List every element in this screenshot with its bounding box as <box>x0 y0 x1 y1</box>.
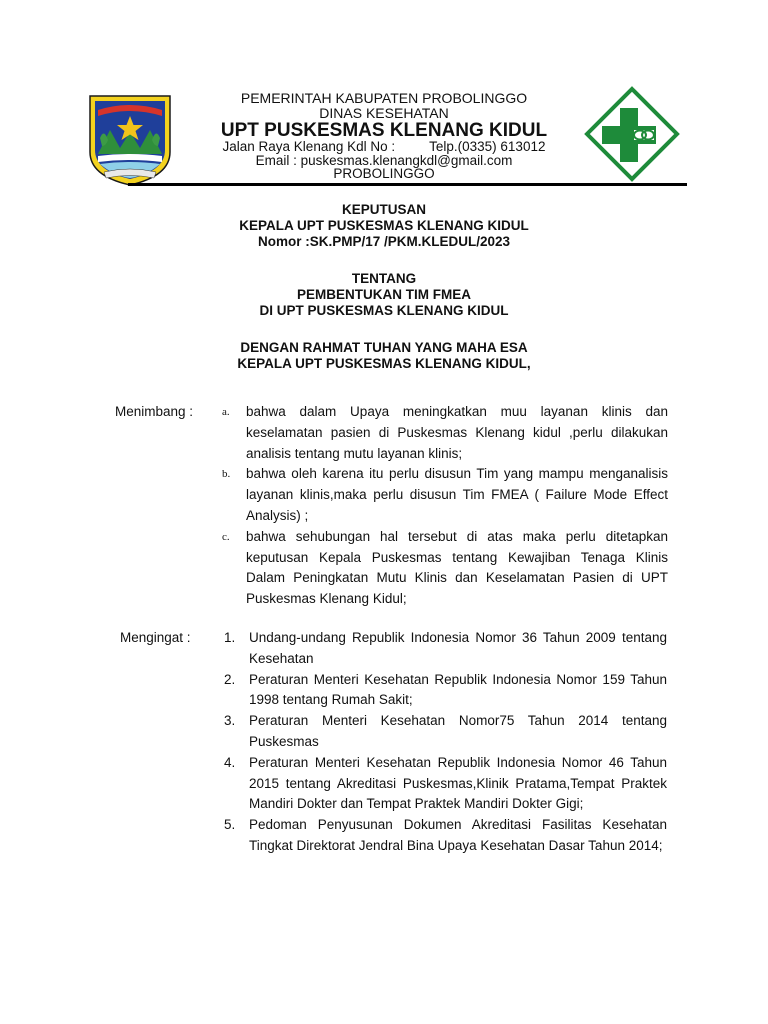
menimbang-label: Menimbang : <box>115 404 194 419</box>
item-marker: 4. <box>224 754 236 770</box>
item-text: Peraturan Menteri Kesehatan Republik Indonesia Nomor 159 Tahun 1998 tentang Rumah Sakit; <box>249 671 667 708</box>
mengingat-list <box>222 628 667 857</box>
item-marker: c. <box>222 530 230 543</box>
list-item <box>222 628 667 670</box>
list-item <box>222 753 667 815</box>
item-marker: 5. <box>224 817 236 833</box>
email-line: Email : puskesmas.klenangkdl@gmail.com <box>255 153 513 168</box>
item-text: bahwa oleh karena itu perlu disusun Tim yang mampu menganalisis layanan klinis,maka perlu disusun Tim FMEA ( Failure Mode Effect Analysis) ; <box>246 466 668 523</box>
item-marker: 1. <box>224 630 236 645</box>
item-text: Pedoman Penyusunan Dokumen Akreditasi Fasilitas Kesehatan Tingkat Direktorat Jendral Bina Upaya Kesehatan Dasar Tahun 2014; <box>249 817 667 853</box>
decree-number: Nomor :SK.PMP/17 /PKM.KLEDUL/2023 <box>257 234 511 249</box>
item-text: bahwa dalam Upaya meningkatkan muu layanan klinis dan keselamatan pasien di Puskesmas Klenang kidul ,perlu dilakukan analisis tentang mutu layanan klinis; <box>246 404 668 461</box>
department-name: DINAS KESEHATAN <box>319 105 449 121</box>
item-marker: b. <box>222 468 231 481</box>
list-item <box>222 711 667 753</box>
item-marker: 3. <box>224 713 236 729</box>
item-text: Undang-undang Republik Indonesia Nomor 36 Tahun 2009 tentang Kesehatan <box>249 630 667 666</box>
institution-name: UPT PUSKESMAS KLENANG KIDUL <box>220 120 548 141</box>
about-label: TENTANG <box>351 271 417 286</box>
list-item <box>222 402 668 464</box>
probolinggo-regency-crest-icon <box>86 92 174 188</box>
puskesmas-green-cross-icon <box>584 86 680 182</box>
subject-line-1: PEMBENTUKAN TIM FMEA <box>297 287 471 302</box>
list-item <box>222 815 667 857</box>
decree-issuer: KEPALA UPT PUSKESMAS KLENANG KIDUL <box>239 218 529 233</box>
city-line: PROBOLINGGO <box>333 166 435 181</box>
letterhead-divider <box>128 183 687 186</box>
phone-text: Telp.(0335) 613012 <box>429 139 546 154</box>
list-item <box>222 670 667 712</box>
item-text: Peraturan Menteri Kesehatan Nomor75 Tahun 2014 tentang Puskesmas <box>249 713 667 749</box>
item-marker: 2. <box>224 671 236 687</box>
address-text: Jalan Raya Klenang Kdl No : <box>222 139 396 154</box>
mengingat-label: Mengingat : <box>120 630 191 645</box>
list-item <box>222 527 668 610</box>
item-marker: a. <box>222 406 230 418</box>
preamble-line-1: DENGAN RAHMAT TUHAN YANG MAHA ESA <box>240 340 528 355</box>
list-item <box>222 464 668 526</box>
government-name: PEMERINTAH KABUPATEN PROBOLINGGO <box>240 90 528 106</box>
decree-title: KEPUTUSAN <box>341 202 426 217</box>
preamble-line-2: KEPALA UPT PUSKESMAS KLENANG KIDUL, <box>237 356 531 371</box>
item-text: bahwa sehubungan hal tersebut di atas maka perlu ditetapkan keputusan Kepala Puskesmas tentang Kewajiban Tenaga Klinis Dalam Peningkatan Mutu Klinis dan Keselamatan Pasien di UPT Puskesmas Klenang Kidul; <box>246 528 668 607</box>
subject-line-2: DI UPT PUSKESMAS KLENANG KIDUL <box>259 303 509 318</box>
menimbang-list <box>222 402 668 610</box>
item-text: Peraturan Menteri Kesehatan Republik Indonesia Nomor 46 Tahun 2015 tentang Akreditasi Puskesmas,Klinik Pratama,Tempat Praktek Mandiri Dokter dan Tempat Praktek Mandiri Dokter Gigi; <box>249 754 667 812</box>
